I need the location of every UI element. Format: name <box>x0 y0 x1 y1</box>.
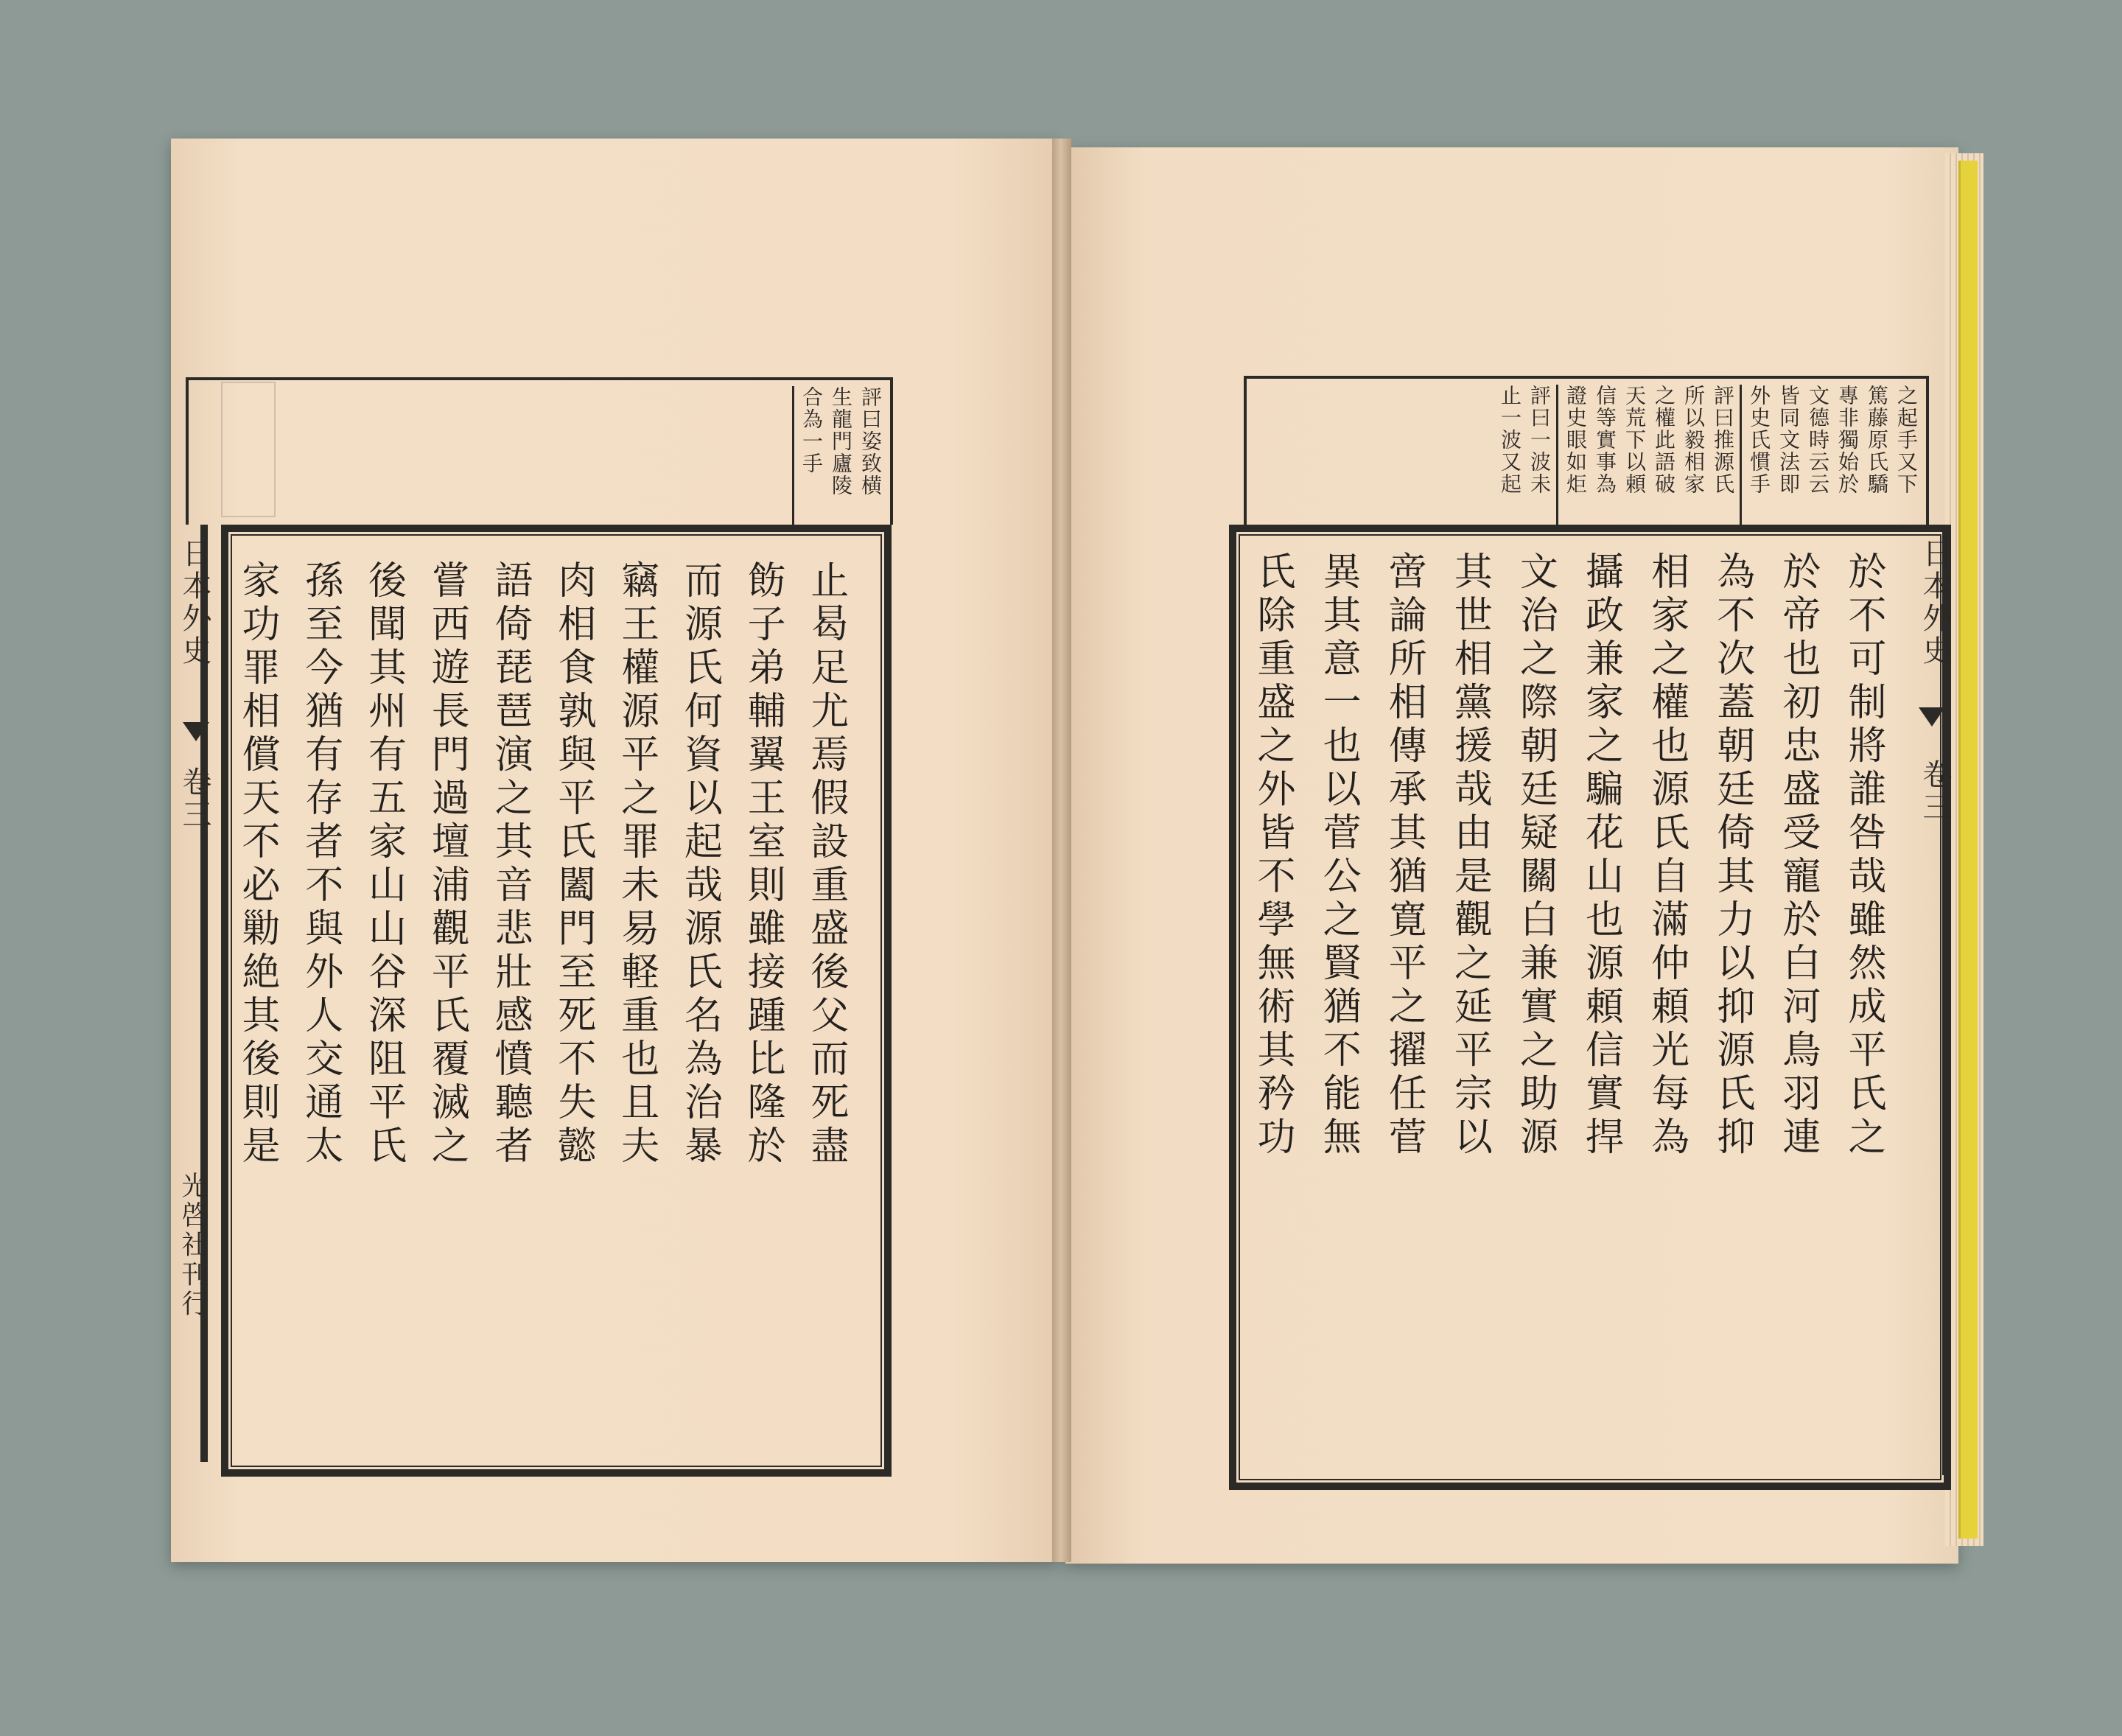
left-text-columns <box>236 560 847 1444</box>
right-text-columns <box>1251 551 1885 1457</box>
right-note-line: 評曰推源氏 <box>1711 385 1735 495</box>
right-note-line: 證史眼如炬 <box>1564 385 1588 495</box>
text-column: 而源氏何資以起哉源氏名為治暴 <box>677 560 722 1169</box>
right-header-commentary <box>1244 376 1929 525</box>
text-column: 啻論所相傳承其猶寛平之擢任菅 <box>1382 551 1426 1160</box>
right-note-line: 信等實事為 <box>1593 385 1617 495</box>
book-gutter <box>1052 139 1071 1562</box>
left-publisher-label: 光啓社刊行 <box>178 1172 208 1319</box>
right-note-line: 外史氏慣手 <box>1747 385 1771 495</box>
right-note-line: 篤藤原氏驕 <box>1865 385 1889 495</box>
yellow-page-edge <box>1958 161 1978 1539</box>
text-column: 飭子弟輔翼王室則雖接踵比隆於 <box>740 560 785 1169</box>
left-note-divider <box>792 386 794 525</box>
text-column: 其世相黨援哉由是觀之延平宗以 <box>1447 551 1492 1160</box>
right-note-line: 評曰一波未 <box>1527 385 1552 495</box>
text-column: 於帝也初忠盛受寵於白河鳥羽連 <box>1775 551 1820 1160</box>
text-column: 肉相食孰與平氏闔門至死不失懿 <box>550 560 595 1169</box>
left-side-title: 日本外史 <box>178 538 211 668</box>
text-column: 於不可制將誰咎哉雖然成平氏之 <box>1841 551 1885 1160</box>
right-note-line: 止一波又起 <box>1498 385 1522 495</box>
text-column: 後聞其州有五家山山谷深阻平氏 <box>361 560 406 1169</box>
right-note-line: 專非獨始於 <box>1835 385 1860 495</box>
text-column: 氏除重盛之外皆不學無術其矜功 <box>1250 551 1295 1160</box>
right-note-divider <box>1556 385 1558 525</box>
left-note-line: 評曰姿致横 <box>858 386 883 497</box>
right-side-title: 日本外史 <box>1918 538 1952 668</box>
text-column: 家功罪相償天不必勦絶其後則是 <box>235 560 279 1169</box>
faded-seal-stamp <box>221 382 276 517</box>
right-note-divider <box>1740 385 1742 525</box>
right-note-line: 之權此語破 <box>1652 385 1676 495</box>
text-column: 止曷足尤焉假設重盛後父而死盡 <box>803 560 848 1169</box>
text-column: 語倚琵琶演之其音悲壯感憤聽者 <box>488 560 533 1169</box>
text-column: 文治之際朝廷疑關白兼實之助源 <box>1513 551 1558 1160</box>
left-volume-label: 卷三 <box>178 766 211 831</box>
text-column: 嘗西遊長門過壇浦觀平氏覆滅之 <box>424 560 469 1169</box>
left-note-line: 生龍門廬陵 <box>829 386 853 497</box>
text-column: 為不次蓋朝廷倚其力以抑源氏抑 <box>1709 551 1754 1160</box>
text-column: 孫至今猶有存者不與外人交通太 <box>298 560 343 1169</box>
right-note-line: 文德時云云 <box>1806 385 1830 495</box>
left-note-line: 合為一手 <box>799 386 824 475</box>
right-volume-label: 卷三 <box>1918 759 1952 824</box>
fish-tail-mark <box>183 722 209 741</box>
text-column: 竊王權源平之罪未易軽重也且夫 <box>614 560 659 1169</box>
right-note-line: 天荒下以頼 <box>1622 385 1647 495</box>
left-header-commentary <box>186 377 893 525</box>
text-column: 異其意一也以菅公之賢猶不能無 <box>1316 551 1361 1160</box>
fish-tail-mark <box>1919 707 1945 727</box>
right-note-line: 之起手又下 <box>1894 385 1919 495</box>
right-note-line: 所以毅相家 <box>1681 385 1706 495</box>
right-note-line: 皆同文法即 <box>1776 385 1801 495</box>
text-column: 攝政兼家之騙花山也源頼信實捍 <box>1578 551 1623 1160</box>
text-column: 相家之權也源氏自滿仲頼光每為 <box>1644 551 1689 1160</box>
